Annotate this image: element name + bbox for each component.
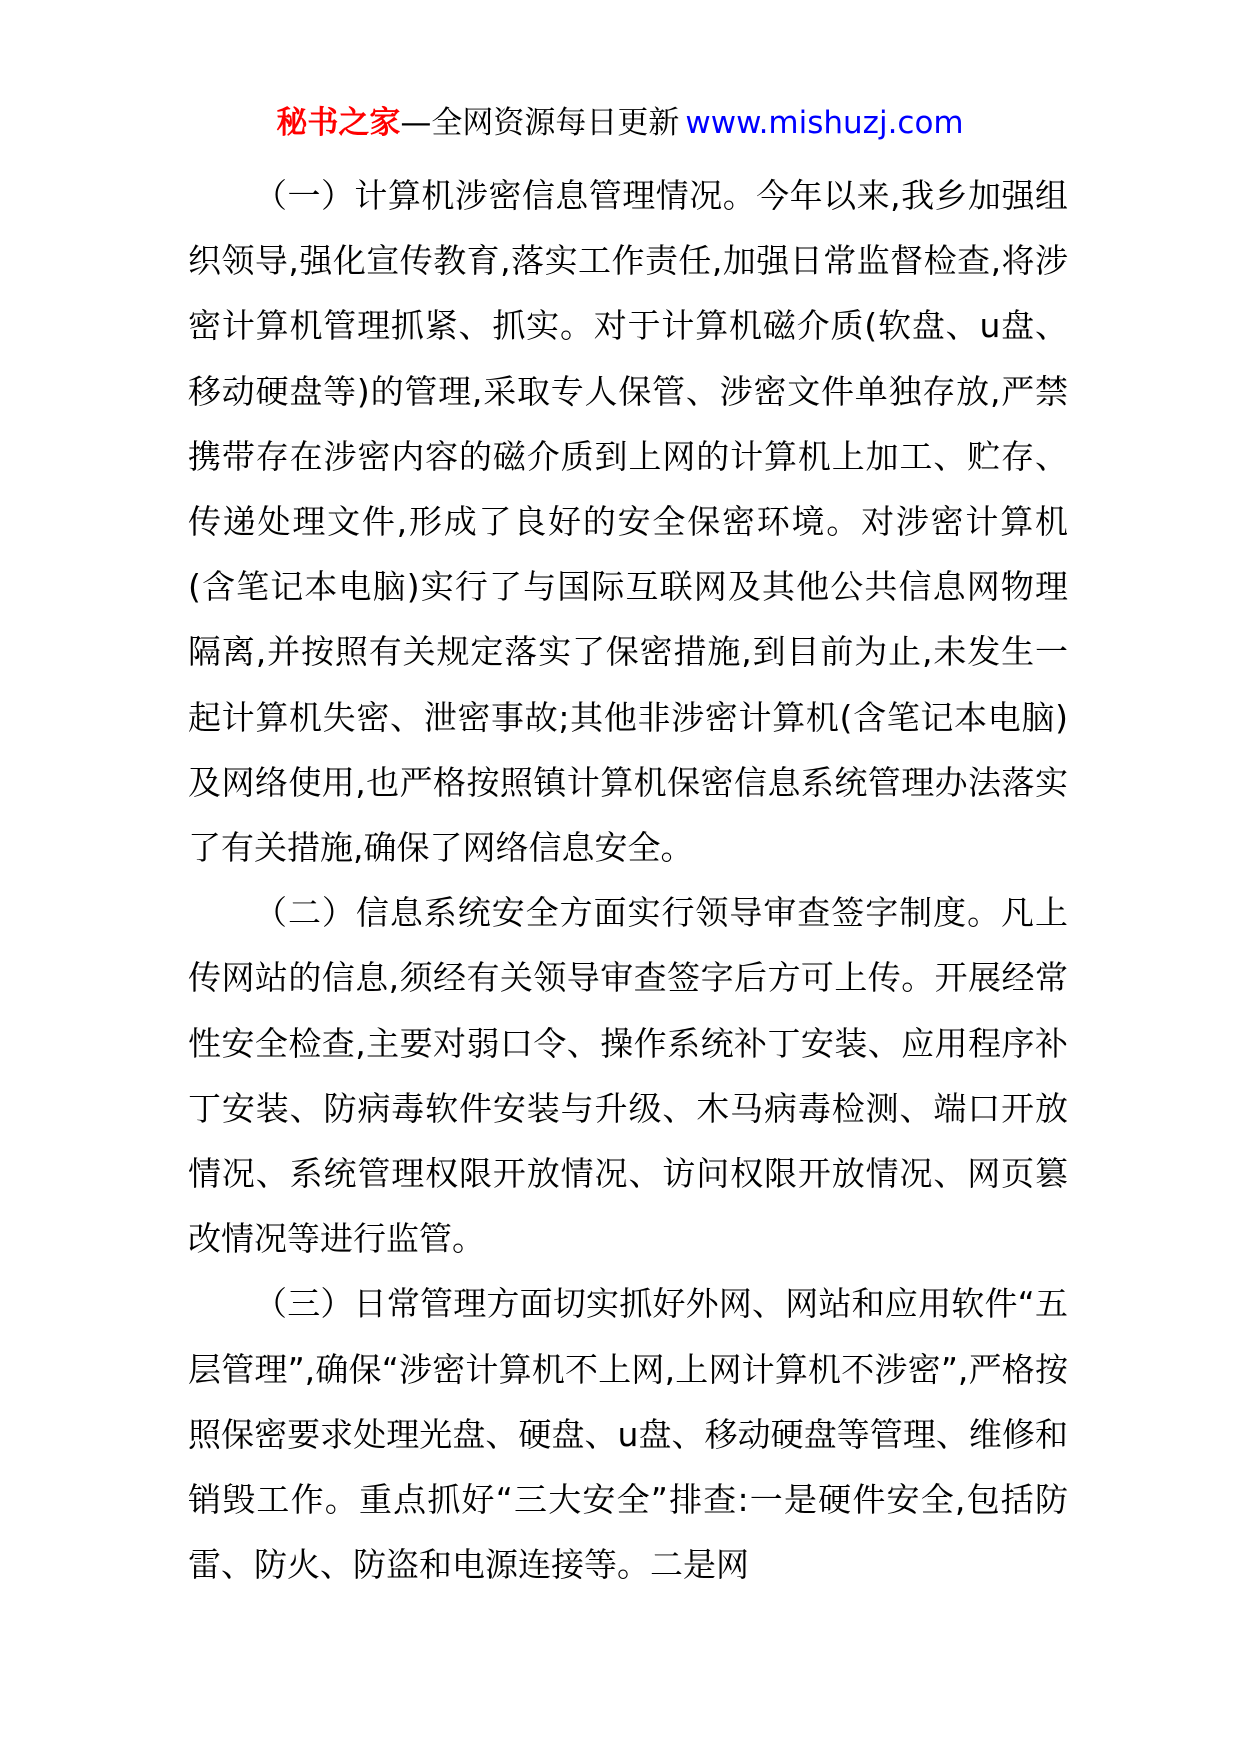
paragraph-2: （二）信息系统安全方面实行领导审查签字制度。凡上传网站的信息,须经有关领导审查签字后方可上传。开展经常性安全检查,主要对弱口令、操作系统补丁安装、应用程序补丁安装、防病毒软件安装与升级、木马病毒检测、端口开放情况、系统管理权限开放情况、访问权限开放情况、网页篡改情况等进行监管。 <box>188 893 1068 1259</box>
document-body <box>188 163 1068 1597</box>
paragraph-1: （一）计算机涉密信息管理情况。今年以来,我乡加强组织领导,强化宣传教育,落实工作责任,加强日常监督检查,将涉密计算机管理抓紧、抓实。对于计算机磁介质(软盘、u盘、移动硬盘等)的管理,采取专人保管、涉密文件单独存放,严禁携带存在涉密内容的磁介质到上网的计算机上加工、贮存、传递处理文件,形成了良好的安全保密环境。对涉密计算机(含笔记本电脑)实行了与国际互联网及其他公共信息网物理隔离,并按照有关规定落实了保密措施,到目前为止,未发生一起计算机失密、泄密事故;其他非涉密计算机(含笔记本电脑)及网络使用,也严格按照镇计算机保密信息系统管理办法落实了有关措施,确保了网络信息安全。 <box>188 176 1068 868</box>
site-tagline: —全网资源每日更新 <box>400 105 680 141</box>
site-url-link[interactable]: www.mishuzj.com <box>685 105 964 141</box>
paragraph-3: （三）日常管理方面切实抓好外网、网站和应用软件“五层管理”,确保“涉密计算机不上网,上网计算机不涉密”,严格按照保密要求处理光盘、硬盘、u盘、移动硬盘等管理、维修和销毁工作。重点抓好“三大安全”排查:一是硬件安全,包括防雷、防火、防盗和电源连接等。二是网 <box>188 1284 1068 1585</box>
site-brand: 秘书之家 <box>276 105 401 141</box>
page-header <box>0 100 1240 146</box>
